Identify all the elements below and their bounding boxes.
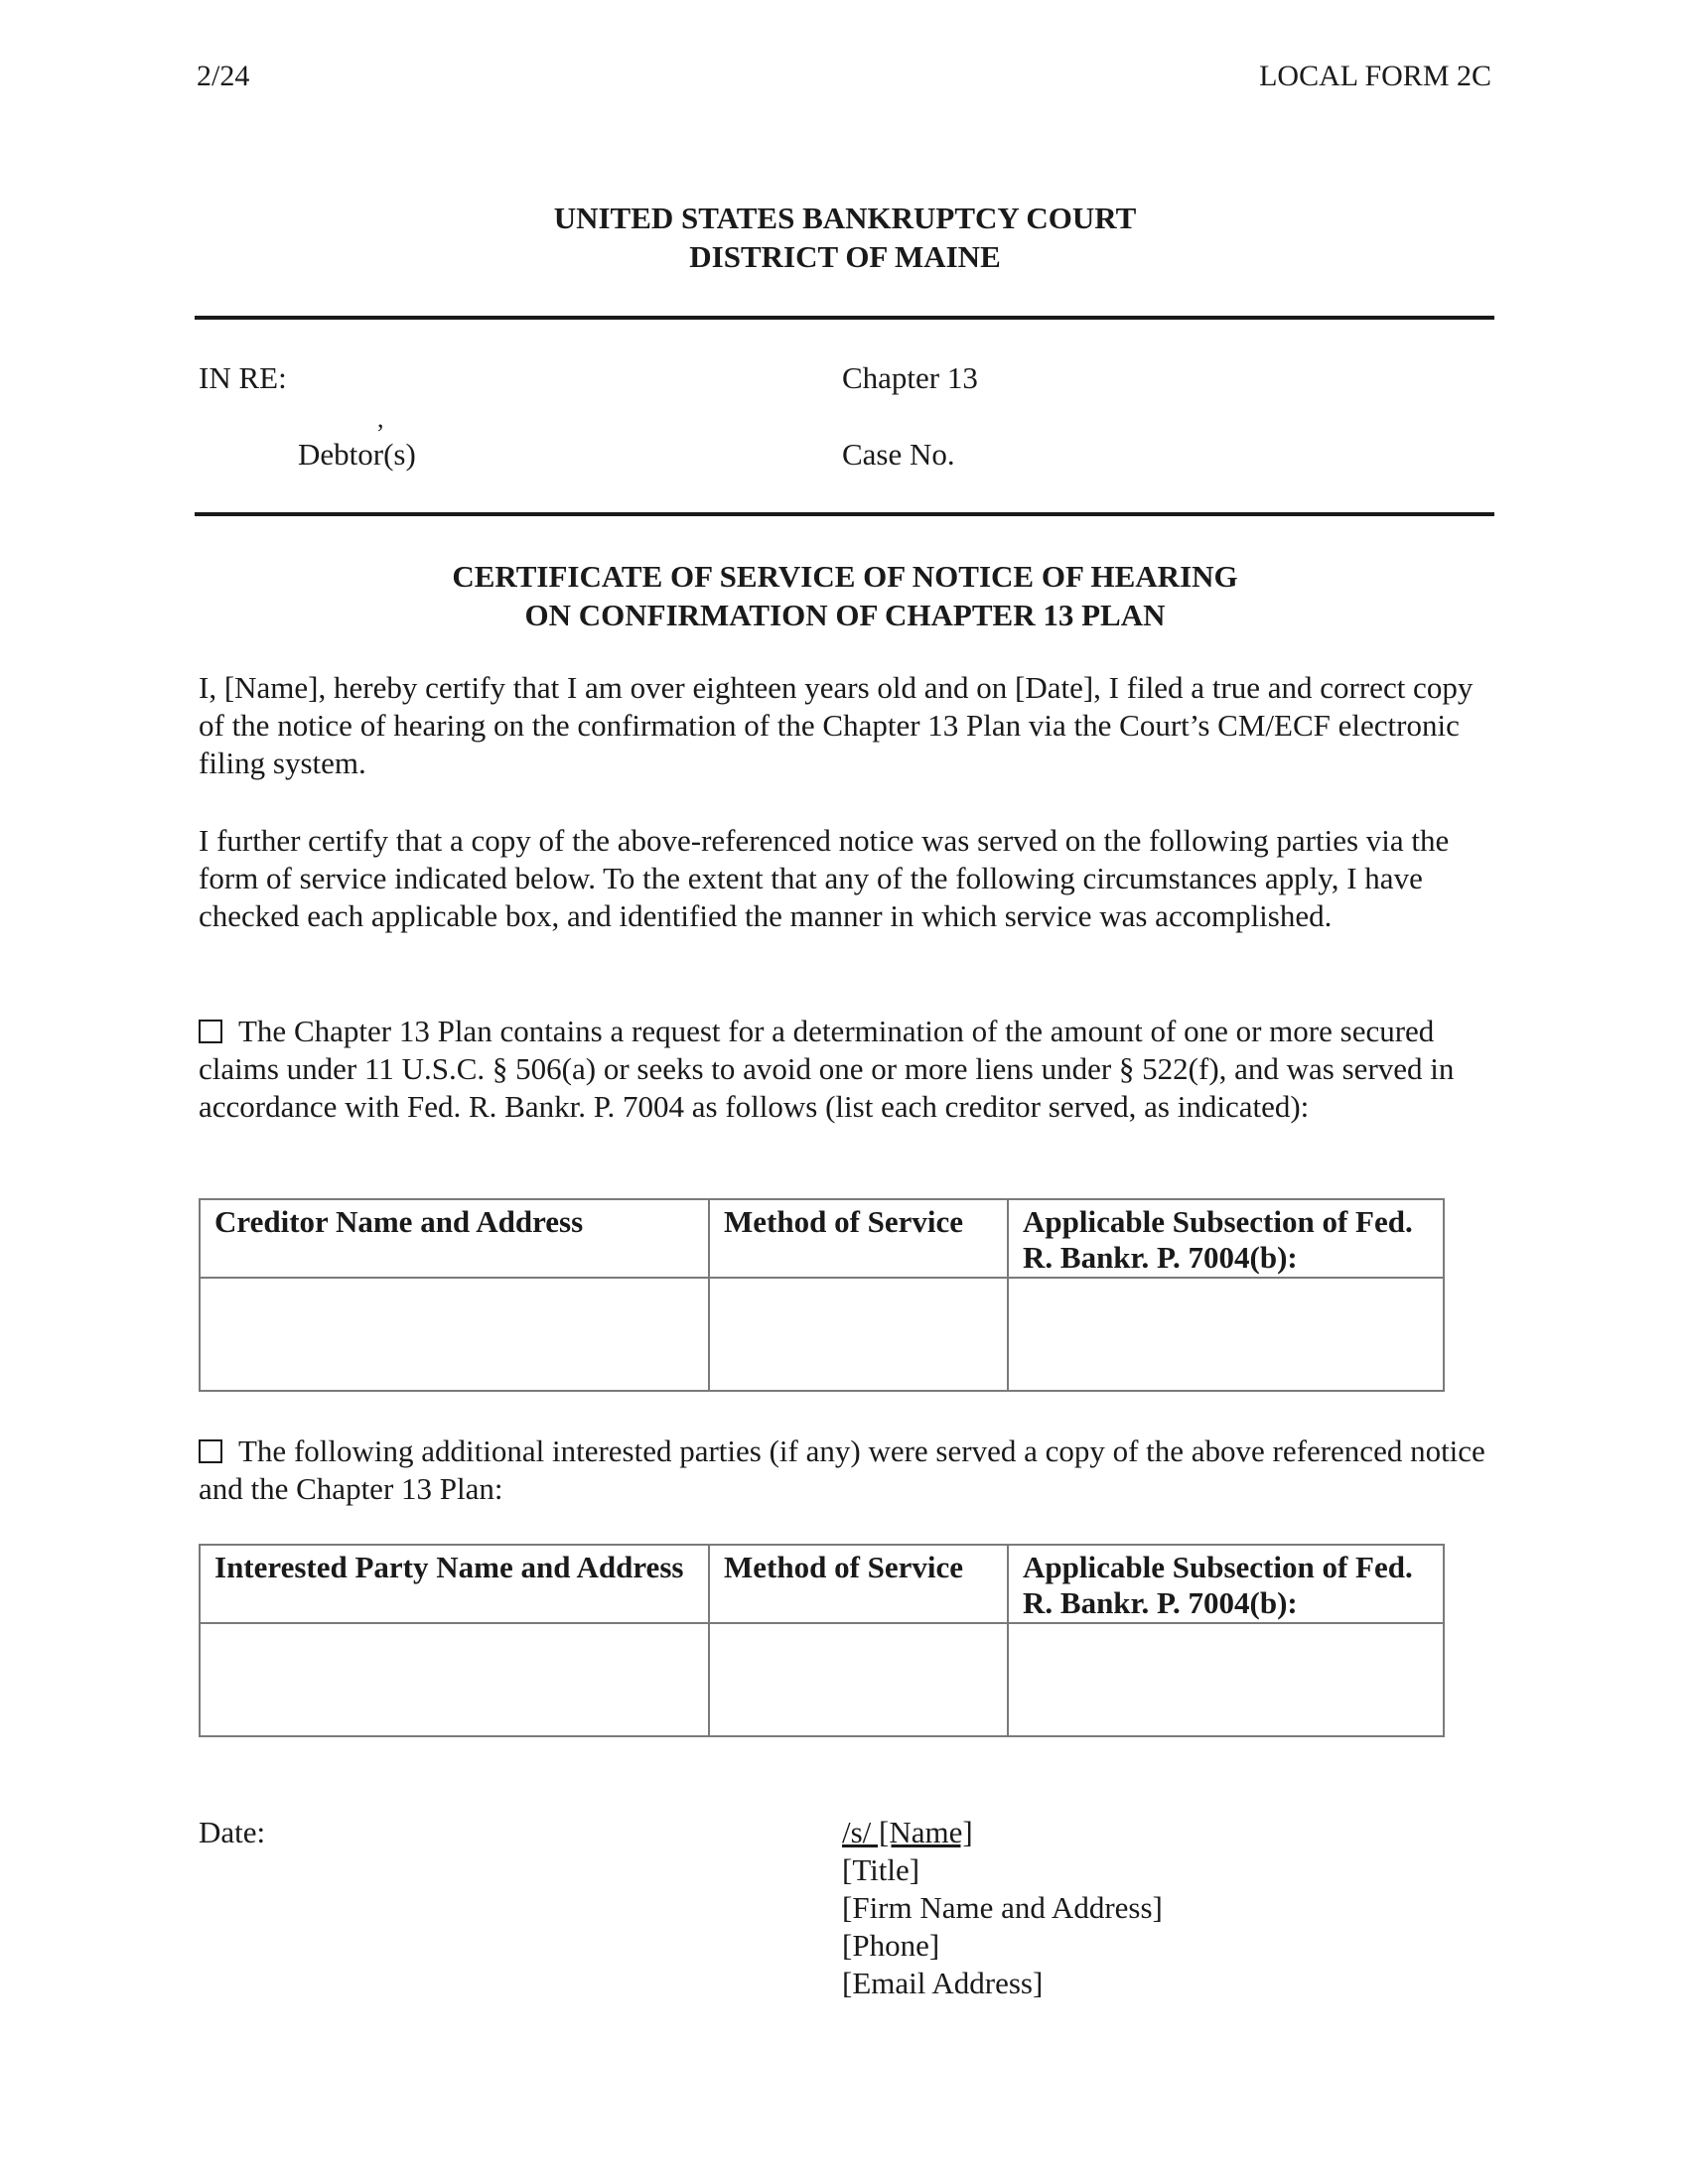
column-header: Applicable Subsection of Fed. R. Bankr. P. 7004(b):	[1008, 1199, 1444, 1278]
interested-party-name-cell[interactable]	[200, 1623, 709, 1736]
secured-claims-text: The Chapter 13 Plan contains a request for a determination of the amount of one or more secured claims under 11 U.S.C. § 506(a) or seeks to avoid one or more liens under § 522(f), and was served in accordance with Fed. R. Bankr. P. 7004 as follows (list each creditor served, as indicated):	[199, 1014, 1455, 1124]
interested-parties-checkbox[interactable]	[199, 1439, 222, 1463]
table-header-row	[200, 1545, 1444, 1623]
table-row	[200, 1278, 1444, 1391]
creditor-service-table	[199, 1198, 1445, 1392]
date-label: Date:	[199, 1815, 266, 1849]
form-date-code: 2/24	[197, 60, 250, 92]
method-of-service-cell[interactable]	[709, 1278, 1008, 1391]
column-header: Applicable Subsection of Fed. R. Bankr. P. 7004(b):	[1008, 1545, 1444, 1623]
certificate-title-line1: CERTIFICATE OF SERVICE OF NOTICE OF HEARING	[452, 559, 1238, 594]
signature-phone: [Phone]	[842, 1928, 940, 1963]
signature-name: /s/ [Name]	[842, 1815, 973, 1849]
table-header-row	[200, 1199, 1444, 1278]
column-header: Interested Party Name and Address	[200, 1545, 709, 1623]
interested-party-service-table	[199, 1544, 1445, 1737]
interested-parties-text: The following additional interested parties (if any) were served a copy of the above referenced notice and the Chapter 13 Plan:	[199, 1433, 1485, 1506]
service-paragraph: I further certify that a copy of the above-referenced notice was served on the following parties via the form of service indicated below. To the extent that any of the following circumstances apply, I have checked each applicable box, and identified the manner in which service was accomplished.	[199, 823, 1450, 933]
caption-top-rule	[195, 316, 1494, 320]
column-header: Method of Service	[709, 1545, 1008, 1623]
caption-bottom-rule	[195, 512, 1494, 516]
secured-claims-paragraph	[199, 1013, 1489, 1126]
certification-paragraph: I, [Name], hereby certify that I am over eighteen years old and on [Date], I filed a true and correct copy of the notice of hearing on the confirmation of the Chapter 13 Plan via the Court’s CM/ECF electronic filing system.	[199, 670, 1474, 780]
signature-firm: [Firm Name and Address]	[842, 1890, 1163, 1925]
form-id: LOCAL FORM 2C	[1259, 60, 1491, 92]
certificate-title	[197, 557, 1493, 634]
secured-claims-checkbox[interactable]	[199, 1020, 222, 1043]
certificate-title-line2: ON CONFIRMATION OF CHAPTER 13 PLAN	[524, 598, 1166, 632]
table-row	[200, 1623, 1444, 1736]
court-heading	[197, 199, 1493, 276]
chapter-label: Chapter 13	[842, 360, 978, 395]
signature-block	[842, 1814, 1163, 2002]
court-district: DISTRICT OF MAINE	[689, 239, 1001, 274]
debtor-name-comma: ,	[377, 404, 384, 433]
subsection-cell[interactable]	[1008, 1623, 1444, 1736]
case-number-label: Case No.	[842, 437, 955, 472]
column-header: Creditor Name and Address	[200, 1199, 709, 1278]
signature-title: [Title]	[842, 1852, 920, 1887]
method-of-service-cell[interactable]	[709, 1623, 1008, 1736]
column-header: Method of Service	[709, 1199, 1008, 1278]
interested-parties-paragraph	[199, 1433, 1489, 1508]
creditor-name-cell[interactable]	[200, 1278, 709, 1391]
court-name: UNITED STATES BANKRUPTCY COURT	[553, 201, 1137, 235]
in-re-label: IN RE:	[199, 360, 287, 395]
subsection-cell[interactable]	[1008, 1278, 1444, 1391]
signature-email: [Email Address]	[842, 1966, 1044, 2000]
debtors-label: Debtor(s)	[298, 437, 416, 472]
